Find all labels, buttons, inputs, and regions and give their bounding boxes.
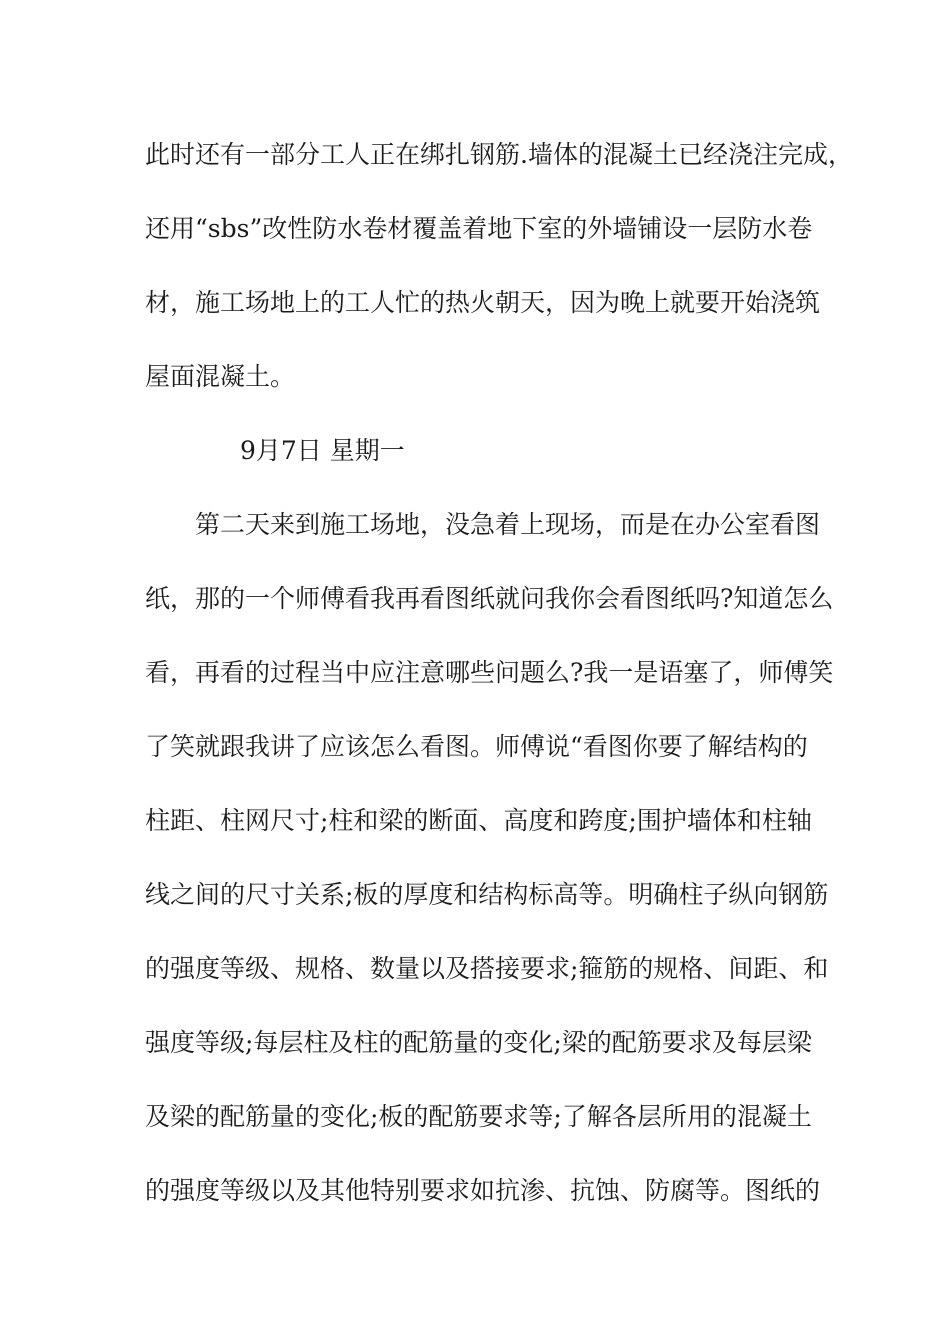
- text-line: 还用“sbs”改性防水卷材覆盖着地下室的外墙铺设一层防水卷: [145, 214, 813, 243]
- text-line: 及梁的配筋量的变化;板的配筋要求等;了解各层所用的混凝土: [145, 1102, 812, 1131]
- text-line: 第二天来到施工场地，没急着上现场，而是在办公室看图: [195, 510, 821, 539]
- text-line: 的强度等级、规格、数量以及搭接要求;箍筋的规格、间距、和: [145, 954, 829, 983]
- text-line: 看，再看的过程当中应注意哪些问题么?我一是语塞了，师傅笑: [145, 658, 834, 687]
- text-line: 了笑就跟我讲了应该怎么看图。师傅说“看图你要了解结构的: [145, 732, 808, 761]
- text-line: 强度等级;每层柱及柱的配筋量的变化;梁的配筋要求及每层梁: [145, 1028, 812, 1057]
- text-line: 纸，那的一个师傅看我再看图纸就问我你会看图纸吗?知道怎么: [145, 584, 834, 613]
- text-line: 柱距、柱网尺寸;柱和梁的断面、高度和跨度;围护墙体和柱轴: [145, 806, 812, 835]
- text-line: 屋面混凝土。: [145, 362, 296, 391]
- date-heading: 9月7日 星期一: [240, 436, 405, 465]
- paragraph-2: [145, 498, 834, 1218]
- text-line: 的强度等级以及其他特别要求如抗渗、抗蚀、防腐等。图纸的: [145, 1176, 821, 1205]
- text-line: 此时还有一部分工人正在绑扎钢筋.墙体的混凝土已经浇注完成，: [145, 140, 853, 169]
- text-line: 线之间的尺寸关系;板的厚度和结构标高等。明确柱子纵向钢筋: [145, 880, 829, 909]
- paragraph-1: [145, 128, 853, 404]
- text-line: 材，施工场地上的工人忙的热火朝天，因为晚上就要开始浇筑: [145, 288, 821, 317]
- document-body: [145, 128, 853, 1238]
